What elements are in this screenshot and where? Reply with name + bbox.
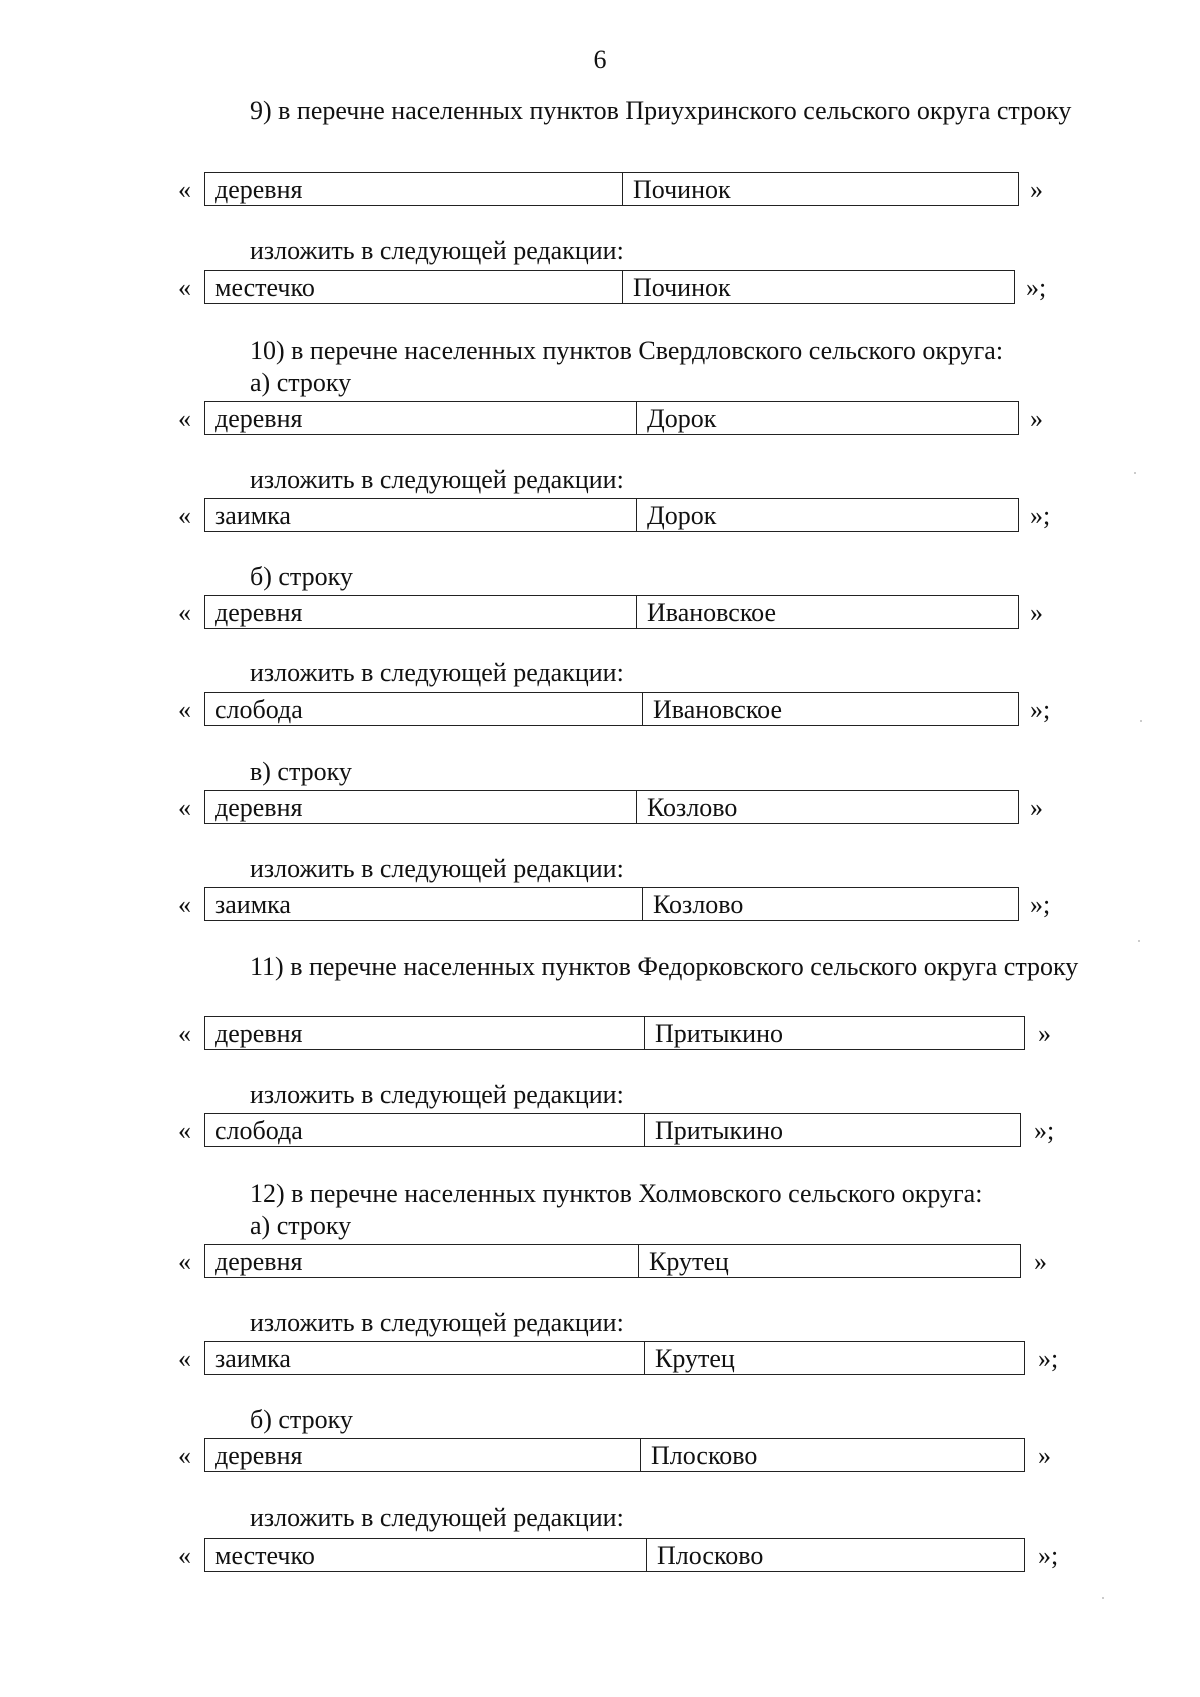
- quote-close: »;: [1026, 273, 1047, 302]
- section-12a-label: а) строку: [250, 1211, 352, 1240]
- scan-speck: [1134, 472, 1136, 474]
- settlement-type-cell: слобода: [205, 693, 643, 725]
- settlement-type-cell: деревня: [205, 1245, 639, 1277]
- settlement-name-cell: Плосково: [657, 1541, 764, 1570]
- settlement-name-cell: Крутец: [655, 1344, 735, 1373]
- quote-close: »: [1030, 175, 1043, 204]
- row-table: [204, 1244, 1021, 1278]
- quote-close: »;: [1038, 1541, 1059, 1570]
- settlement-name-cell: Козлово: [653, 890, 744, 919]
- section-12b-new-row: [178, 1538, 1132, 1574]
- section-11-new-row: [178, 1113, 1132, 1149]
- scan-speck: [1140, 720, 1142, 722]
- row-table: [204, 1438, 1025, 1472]
- quote-close: »: [1030, 598, 1043, 627]
- settlement-name-cell: Козлово: [647, 793, 738, 822]
- row-table: [204, 887, 1019, 921]
- quote-open: «: [178, 175, 191, 204]
- settlement-name-cell: Починок: [633, 175, 731, 204]
- row-table: [204, 270, 1015, 304]
- settlement-name-cell: Плосково: [651, 1441, 758, 1470]
- quote-open: «: [178, 404, 191, 433]
- quote-open: «: [178, 1344, 191, 1373]
- section-12b-old-row: [178, 1438, 1132, 1474]
- section-11-intro: 11) в перечне населенных пунктов Федорковского сельского округа строку: [250, 952, 1079, 981]
- quote-open: «: [178, 598, 191, 627]
- row-table: [204, 1341, 1025, 1375]
- section-9-old-row: [178, 172, 1132, 208]
- settlement-name-cell: Притыкино: [655, 1019, 783, 1048]
- section-12a-edit-label: изложить в следующей редакции:: [250, 1308, 624, 1337]
- row-table: [204, 1016, 1025, 1050]
- settlement-type-cell: заимка: [205, 888, 643, 920]
- settlement-type-cell: деревня: [205, 791, 637, 823]
- section-10c-edit-label: изложить в следующей редакции:: [250, 854, 624, 883]
- settlement-type-cell: деревня: [205, 1439, 641, 1471]
- quote-open: «: [178, 793, 191, 822]
- row-table: [204, 1538, 1025, 1572]
- quote-open: «: [178, 695, 191, 724]
- settlement-name-cell: Притыкино: [655, 1116, 783, 1145]
- settlement-type-cell: деревня: [205, 173, 623, 205]
- settlement-name-cell: Ивановское: [647, 598, 776, 627]
- quote-close: »: [1038, 1019, 1051, 1048]
- section-12b-edit-label: изложить в следующей редакции:: [250, 1503, 624, 1532]
- row-table: [204, 595, 1019, 629]
- quote-open: «: [178, 1116, 191, 1145]
- section-10c-label: в) строку: [250, 757, 352, 786]
- quote-open: «: [178, 1441, 191, 1470]
- row-table: [204, 692, 1019, 726]
- section-9-intro: 9) в перечне населенных пунктов Приухринского сельского округа строку: [250, 96, 1072, 125]
- settlement-type-cell: деревня: [205, 402, 637, 434]
- quote-close: »: [1030, 404, 1043, 433]
- row-table: [204, 1113, 1021, 1147]
- row-table: [204, 498, 1019, 532]
- settlement-type-cell: деревня: [205, 1017, 645, 1049]
- section-10c-new-row: [178, 887, 1132, 923]
- quote-close: »;: [1030, 501, 1051, 530]
- settlement-type-cell: деревня: [205, 596, 637, 628]
- scan-speck: [1102, 1597, 1104, 1599]
- settlement-type-cell: заимка: [205, 499, 637, 531]
- settlement-name-cell: Починок: [633, 273, 731, 302]
- settlement-name-cell: Ивановское: [653, 695, 782, 724]
- row-table: [204, 401, 1019, 435]
- section-10a-old-row: [178, 401, 1132, 437]
- section-9-edit-label: изложить в следующей редакции:: [250, 236, 624, 265]
- quote-close: »;: [1030, 890, 1051, 919]
- settlement-type-cell: заимка: [205, 1342, 645, 1374]
- section-10b-old-row: [178, 595, 1132, 631]
- section-10a-edit-label: изложить в следующей редакции:: [250, 465, 624, 494]
- quote-close: »;: [1038, 1344, 1059, 1373]
- section-12b-label: б) строку: [250, 1405, 353, 1434]
- section-10b-label: б) строку: [250, 562, 353, 591]
- section-10b-edit-label: изложить в следующей редакции:: [250, 658, 624, 687]
- section-12a-new-row: [178, 1341, 1132, 1377]
- quote-open: «: [178, 1019, 191, 1048]
- quote-open: «: [178, 273, 191, 302]
- settlement-type-cell: местечко: [205, 1539, 647, 1571]
- quote-open: «: [178, 501, 191, 530]
- page-number: 6: [593, 45, 607, 74]
- settlement-name-cell: Дорок: [647, 404, 717, 433]
- section-12-intro: 12) в перечне населенных пунктов Холмовского сельского округа:: [250, 1179, 983, 1208]
- section-10a-label: а) строку: [250, 368, 352, 397]
- quote-open: «: [178, 1541, 191, 1570]
- section-12a-old-row: [178, 1244, 1132, 1280]
- section-11-edit-label: изложить в следующей редакции:: [250, 1080, 624, 1109]
- settlement-type-cell: слобода: [205, 1114, 645, 1146]
- section-10b-new-row: [178, 692, 1132, 728]
- quote-open: «: [178, 890, 191, 919]
- quote-close: »: [1038, 1441, 1051, 1470]
- quote-open: «: [178, 1247, 191, 1276]
- scan-speck: [1138, 940, 1140, 942]
- quote-close: »;: [1030, 695, 1051, 724]
- settlement-name-cell: Дорок: [647, 501, 717, 530]
- section-10-intro: 10) в перечне населенных пунктов Свердловского сельского округа:: [250, 336, 1004, 365]
- settlement-type-cell: местечко: [205, 271, 623, 303]
- quote-close: »: [1034, 1247, 1047, 1276]
- section-10c-old-row: [178, 790, 1132, 826]
- row-table: [204, 790, 1019, 824]
- section-11-old-row: [178, 1016, 1132, 1052]
- section-10a-new-row: [178, 498, 1132, 534]
- quote-close: »;: [1034, 1116, 1055, 1145]
- settlement-name-cell: Крутец: [649, 1247, 729, 1276]
- row-table: [204, 172, 1019, 206]
- quote-close: »: [1030, 793, 1043, 822]
- section-9-new-row: [178, 270, 1132, 306]
